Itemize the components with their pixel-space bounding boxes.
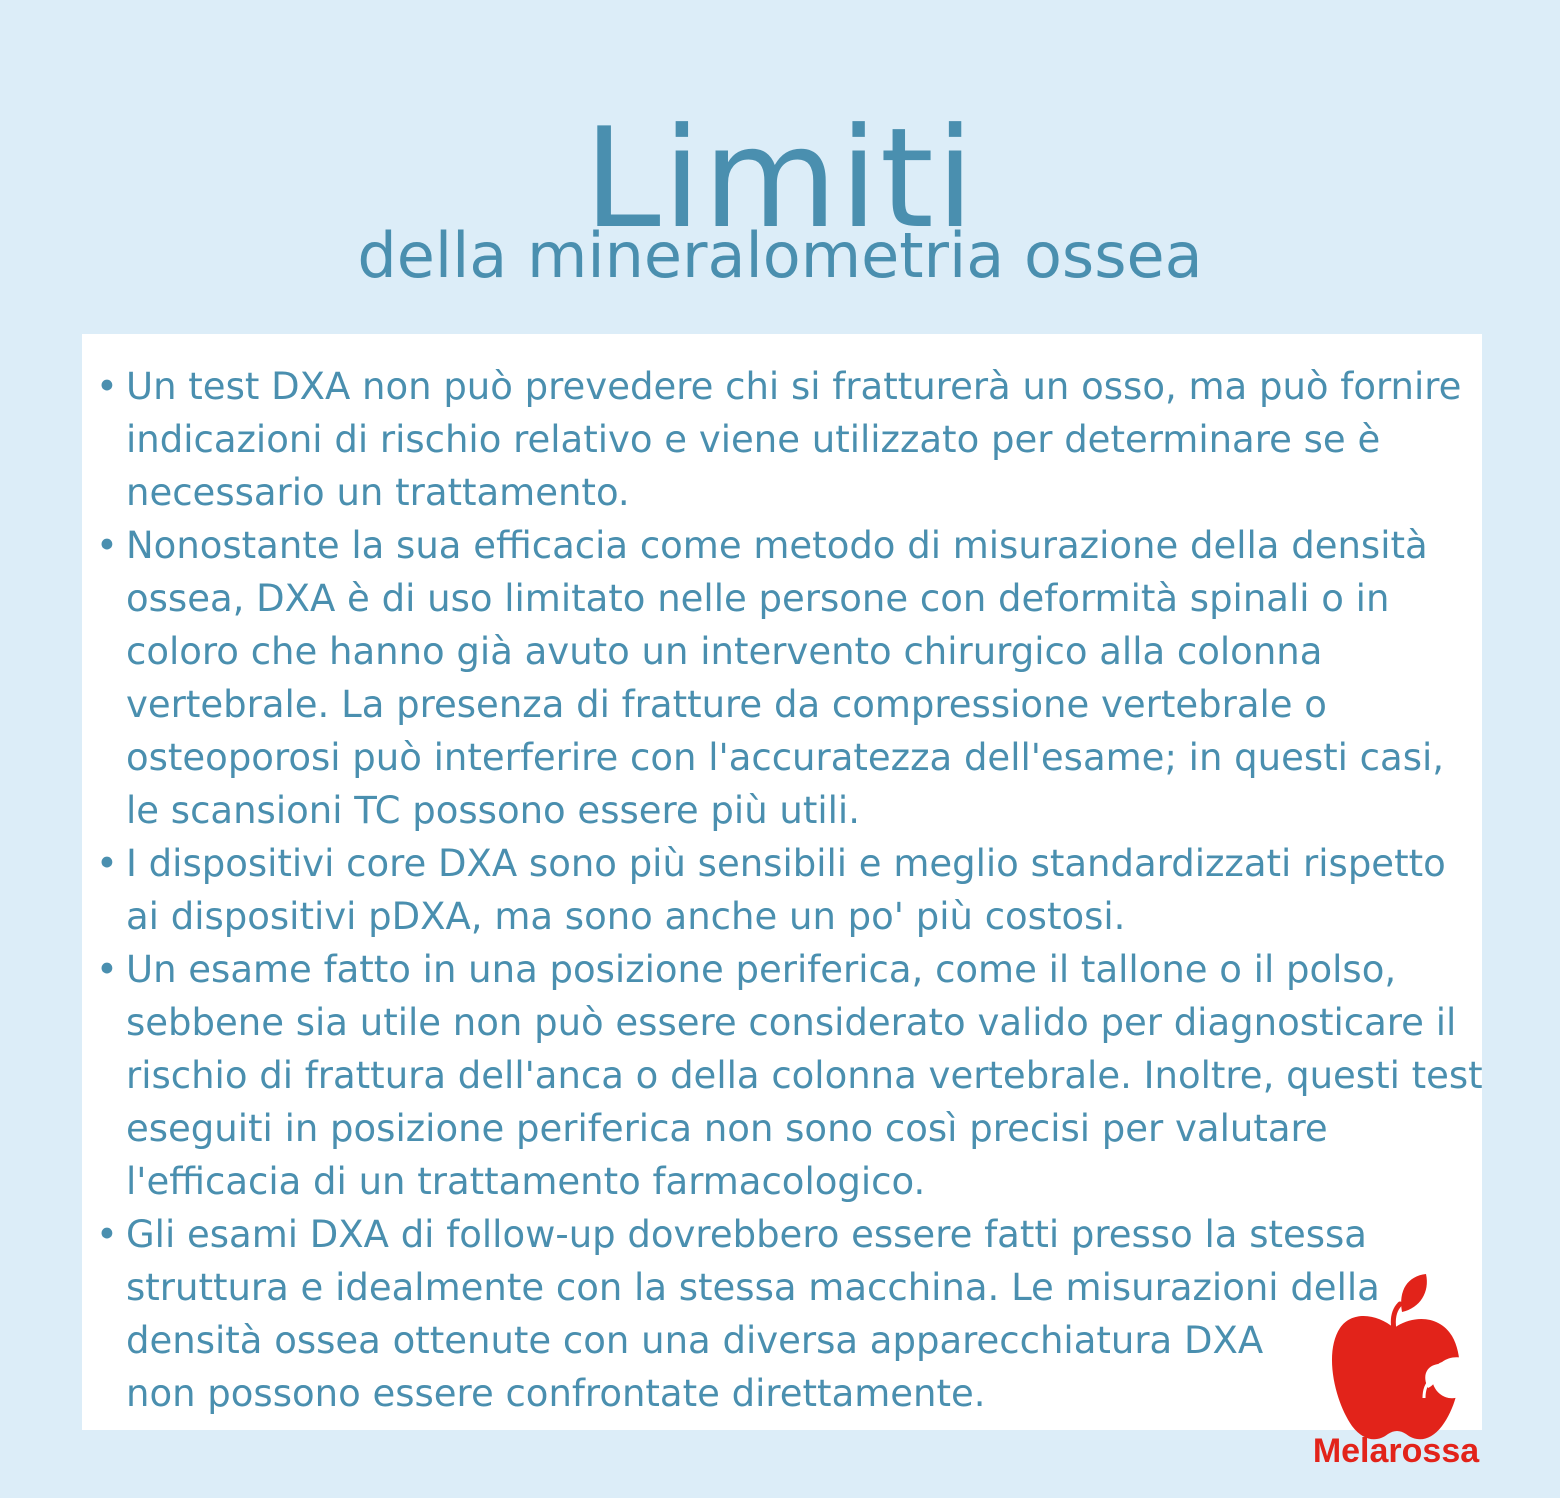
brand-logo-text: Melarossa — [1312, 1432, 1480, 1470]
list-item-line: Un test DXA non può prevedere chi si fratturerà un osso, ma può fornire — [126, 365, 1462, 408]
list-item — [96, 837, 1468, 943]
bullet: • — [96, 948, 118, 991]
list-item-line: ossea, DXA è di uso limitato nelle persone con deformità spinali o in — [126, 577, 1390, 620]
list-item-line: eseguiti in posizione periferica non sono così precisi per valutare — [126, 1107, 1328, 1150]
list-item-line: Nonostante la sua efficacia come metodo di misurazione della densità — [126, 524, 1428, 567]
apple-leaf — [1401, 1274, 1427, 1312]
list-item-line: coloro che hanno già avuto un intervento chirurgico alla colonna — [126, 630, 1323, 673]
list-item-line: I dispositivi core DXA sono più sensibili e meglio standardizzati rispetto — [126, 842, 1446, 885]
list-item-line: ai dispositivi pDXA, ma sono anche un po' più costosi. — [126, 895, 1126, 938]
list-item-line: necessario un trattamento. — [126, 471, 630, 514]
content-card — [82, 334, 1482, 1430]
list-item — [96, 943, 1483, 1208]
list-item-line: vertebrale. La presenza di fratture da compressione vertebrale o — [126, 683, 1327, 726]
bullet: • — [96, 1213, 118, 1256]
list-item-line: le scansioni TC possono essere più utili. — [126, 789, 860, 832]
list-item-line: non possono essere confrontate direttamente. — [126, 1372, 986, 1415]
list-item-line: sebbene sia utile non può essere considerato valido per diagnosticare il — [126, 1001, 1457, 1044]
list-item-line: rischio di frattura dell'anca o della colonna vertebrale. Inoltre, questi test — [126, 1054, 1483, 1097]
list-item-line: densità ossea ottenute con una diversa apparecchiatura DXA — [126, 1319, 1264, 1362]
bullet: • — [96, 365, 118, 408]
page-title: Limiti — [583, 98, 977, 260]
bullet: • — [96, 524, 118, 567]
list-item — [96, 519, 1468, 837]
bullet: • — [96, 842, 118, 885]
list-item-line: l'efficacia di un trattamento farmacologico. — [126, 1160, 926, 1203]
list-item-line: Gli esami DXA di follow-up dovrebbero essere fatti presso la stessa — [126, 1213, 1367, 1256]
list-item — [96, 360, 1468, 519]
page-subtitle: della mineralometria ossea — [357, 219, 1203, 292]
list-item-line: Un esame fatto in una posizione periferica, come il tallone o il polso, — [126, 948, 1397, 991]
list-item-line: osteoporosi può interferire con l'accuratezza dell'esame; in questi casi, — [126, 736, 1445, 779]
list-item-line: indicazioni di rischio relativo e viene utilizzato per determinare se è — [126, 418, 1381, 461]
list-item-line: struttura e idealmente con la stessa macchina. Le misurazioni della — [126, 1266, 1380, 1309]
list-item — [96, 1208, 1468, 1420]
limits-list — [96, 360, 1483, 1420]
